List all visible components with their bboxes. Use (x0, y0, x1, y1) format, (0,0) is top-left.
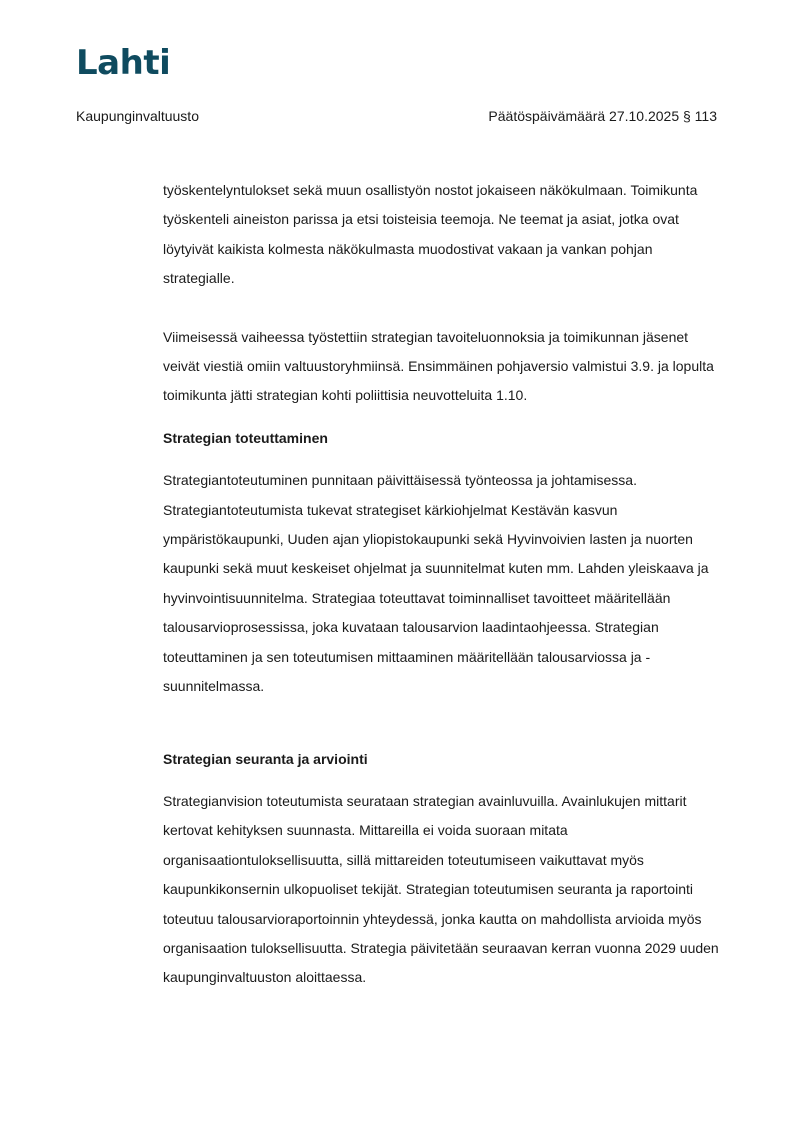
body-paragraph: Viimeisessä vaiheessa työstettiin strategian tavoiteluonnoksia ja toimikunnan jäsenet veivät viestiä omiin valtuustoryhmiinsä. Ensimmäinen pohjaversio valmistui 3.9. ja lopulta toimikunta jätti strategian kohti poliittisia neuvotteluita 1.10. (163, 328, 714, 404)
document-body (163, 176, 723, 993)
lahti-logo: Lahti (76, 43, 171, 83)
decision-date-info: Päätöspäivämäärä 27.10.2025 § 113 (488, 108, 717, 124)
body-paragraph: Strategianvision toteutumista seurataan strategian avainluvuilla. Avainlukujen mittarit kertovat kehityksen suunnasta. Mittareilla ei voida suoraan mitata organisaationtuloksellisuutta, sillä mittareiden toteutumiseen vaikuttavat myös kaupunkikonsernin ulkopuoliset tekijät. Strategian toteutumisen seuranta ja raportointi toteutuu talousarvioraportoinnin yhteydessä, jonka kautta on mahdollista arvioida myös organisaation tuloksellisuutta. Strategia päivitetään seuraavan kerran vuonna 2029 uuden kaupunginvaltuuston aloittaessa. (163, 792, 719, 986)
section-heading: Strategian toteuttaminen (163, 429, 328, 446)
organization-name: Kaupunginvaltuusto (76, 108, 199, 124)
body-paragraph: Strategiantoteutuminen punnitaan päivittäisessä työnteossa ja johtamisessa. Strategiantoteutumista tukevat strategiset kärkiohjelmat Kestävän kasvun ympäristökaupunki, Uuden ajan yliopistokaupunki sekä Hyvinvoivien lasten ja nuorten kaupunki sekä muut keskeiset ohjelmat ja suunnitelmat kuten mm. Lahden yleiskaava ja hyvinvointisuunnitelma. Strategiaa toteuttavat toiminnalliset tavoitteet määritellään talousarvioprosessissa, joka kuvataan talousarvion laadintaohjeessa. Strategian toteuttaminen ja sen toteutumisen mittaaminen määritellään talousarviossa ja -suunnitelmassa. (163, 472, 709, 695)
body-paragraph: työskentelyntulokset sekä muun osallistyön nostot jokaiseen näkökulmaan. Toimikunta työskenteli aineiston parissa ja etsi toisteisia teemoja. Ne teemat ja asiat, jotka ovat löytyivät kaikista kolmesta näkökulmasta muodostivat vakaan ja vankan pohjan strategialle. (163, 182, 698, 287)
section-heading: Strategian seuranta ja arviointi (163, 750, 368, 767)
